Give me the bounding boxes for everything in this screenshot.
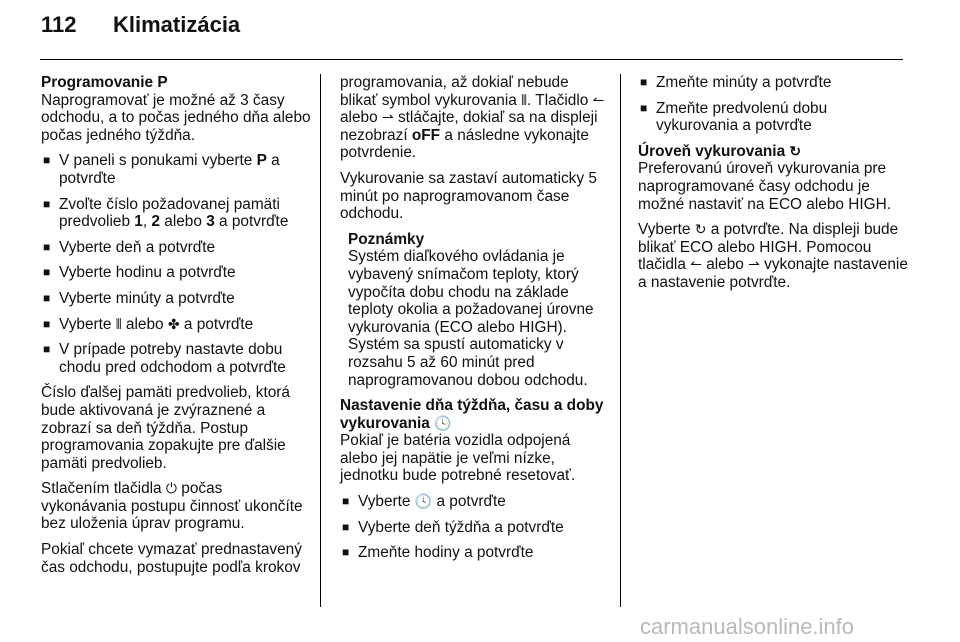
list-item: ■ Vyberte deň týždňa a potvrďte [340, 519, 610, 537]
column-divider [620, 74, 621, 607]
column-divider [320, 74, 321, 607]
note-box [348, 231, 610, 389]
clock-icon: 🕓 [414, 493, 433, 510]
note-title: Poznámky [348, 230, 425, 248]
column-2 [340, 74, 610, 570]
list-item: ■ Zmeňte hodiny a potvrďte [340, 544, 610, 562]
page-header [41, 12, 240, 38]
fan-icon: ✤ [167, 315, 180, 332]
paragraph: Pokiaľ chcete vymazať prednastavený čas odchodu, postupujte podľa krokov [41, 541, 302, 576]
header-rule [40, 59, 903, 60]
right-arrow-button-icon: ⇀ [381, 109, 394, 126]
paragraph: Pokiaľ je batéria vozidla odpojená alebo jej napätie je veľmi nízke, jednotku bude potrebné resetovať. [340, 432, 576, 485]
left-arrow-button-icon: ↼ [592, 91, 605, 108]
level-icon: ↻ [789, 142, 802, 159]
paragraph: Naprogramovať je možné až 3 časy odchodu, a to počas jedného dňa alebo počas jedného týždňa. [41, 91, 311, 144]
heating-icon: ⫴ [115, 315, 122, 332]
paragraph: Stlačením tlačidla ⏻ počas vykonávania postupu činnosť ukončíte bez uloženia úprav programu. [41, 480, 303, 533]
page-title: Klimatizácia [113, 12, 241, 37]
power-icon: ⏻ [165, 480, 177, 497]
section-heading-programming: Programovanie P [41, 74, 168, 91]
list-item: ■ Vyberte hodinu a potvrďte [41, 264, 311, 282]
column-1 [41, 74, 311, 584]
column-3 [638, 74, 913, 300]
list-item: ■ Vyberte 🕓 a potvrďte [340, 493, 610, 511]
note-text: Systém diaľkového ovládania je vybavený snímačom teploty, ktorý vypočíta dobu chodu na základe teploty okolia a požadovanej úrovne vykurovania (ECO alebo HIGH). Systém sa spustí automaticky v rozsahu 5 až 60 minút pred naprogramovanou dobou odchodu. [348, 248, 594, 389]
step-list [41, 152, 311, 376]
paragraph: Vyberte ↻ a potvrďte. Na displeji bude blikať ECO alebo HIGH. Pomocou tlačidla ↼ alebo ⇀ vykonajte nastavenie a nastavenie potvrďte. [638, 221, 908, 291]
level-icon: ↻ [694, 221, 707, 238]
section-heading-day-time: Nastavenie dňa týždňa, času a doby vykurovania 🕓 [340, 397, 604, 432]
list-item: ■ Vyberte ⫴ alebo ✤ a potvrďte [41, 316, 311, 334]
list-item: ■ Zmeňte predvolenú dobu vykurovania a potvrďte [638, 100, 913, 135]
list-item: ■ Vyberte deň a potvrďte [41, 239, 311, 257]
paragraph: Číslo ďalšej pamäti predvolieb, ktorá bude aktivovaná je zvýraznené a zobrazí sa deň týždňa. Postup programovania zopakujte pre ďalšie pamäti predvolieb. [41, 384, 290, 472]
heating-icon: ⫴ [521, 91, 528, 108]
list-item: ■ V prípade potreby nastavte dobu chodu pred odchodom a potvrďte [41, 341, 311, 376]
section-heading-heating-level: Úroveň vykurovania ↻ [638, 142, 802, 160]
watermark: carmanualsonline.info [640, 614, 855, 639]
paragraph: Preferovanú úroveň vykurovania pre naprogramované časy odchodu je možné nastaviť na ECO alebo HIGH. [638, 160, 891, 213]
clock-icon: 🕓 [434, 414, 452, 431]
step-list [638, 74, 913, 135]
list-item: ■ Zvoľte číslo požadovanej pamäti predvolieb 1, 2 alebo 3 a potvrďte [41, 196, 311, 231]
page-number: 112 [41, 12, 77, 37]
list-item: ■ Vyberte minúty a potvrďte [41, 290, 311, 308]
left-arrow-button-icon: ↼ [690, 256, 702, 273]
step-list [340, 493, 610, 562]
right-arrow-button-icon: ⇀ [748, 256, 760, 273]
paragraph: Vykurovanie sa zastaví automaticky 5 minút po naprogramovanom čase odchodu. [340, 169, 597, 223]
paragraph: programovania, až dokiaľ nebude blikať symbol vykurovania ⫴. Tlačidlo ↼ alebo ⇀ stláčajte, dokiaľ sa na displeji nezobrazí oFF a následne vykonajte potvrdenie. [340, 74, 605, 162]
list-item: ■ Zmeňte minúty a potvrďte [638, 74, 913, 92]
list-item: ■ V paneli s ponukami vyberte P a potvrďte [41, 152, 311, 187]
